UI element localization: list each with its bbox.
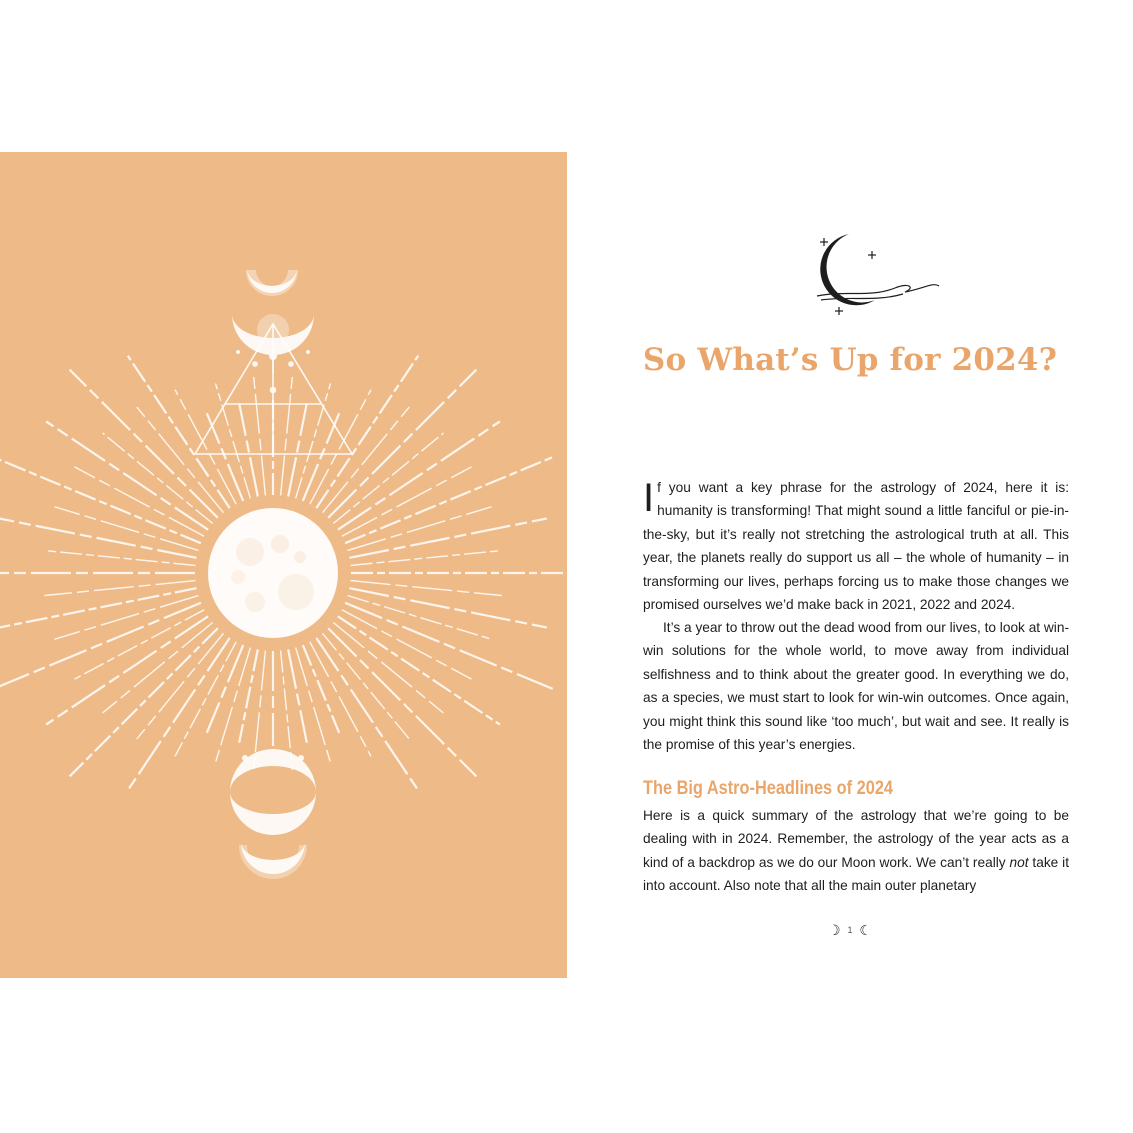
crescent-moon-top-large <box>232 314 314 374</box>
sun-ray <box>288 650 307 743</box>
body-paragraph: It’s a year to throw out the dead wood from our lives, to look at win-win solutions for the whole world, to move away from individual selfishness and to think about the greater good. In everything we do, as a species, we must start to look for win-win outcomes. Once again, you might think this sound like ‘too much’, but wait and see. It really is the promise of this year’s energies. <box>643 620 1070 753</box>
sun-ray <box>216 384 251 499</box>
sun-ray <box>281 376 293 495</box>
intro-paragraph-text: f you want a key phrase for the astrology of 2024, here it is: humanity is transforming! That might sound a little fanciful or pie-in-the-sky, but it’s really not stretching the astrological truth at all. This year, the planets really do support us all – the whole of humanity – in transforming our lives, perhaps forcing us to make those changes we promised ourselves we’d make back in 2021, 2022 and 2024. <box>643 480 1069 613</box>
page-number: 1 <box>847 925 853 935</box>
sun-ray <box>70 628 218 776</box>
section-subheading: The Big Astro-Headlines of 2024 <box>643 778 894 799</box>
sun-ray <box>328 370 476 518</box>
drop-cap: I <box>643 476 655 520</box>
left-page-illustration-panel <box>0 152 567 978</box>
sun-ray <box>310 642 371 757</box>
sun-ray <box>75 610 205 679</box>
sun-ray <box>296 648 331 763</box>
sun-ray <box>342 467 472 536</box>
intro-paragraph <box>643 476 1069 616</box>
sun-ray <box>350 588 547 627</box>
emphasis-text: not <box>1009 854 1029 870</box>
sun-ray <box>350 519 547 558</box>
sun-ray <box>239 650 258 743</box>
crescent-moon-bottom-small <box>241 842 305 875</box>
full-moon <box>208 508 338 638</box>
sun-ray <box>175 390 236 505</box>
section-paragraph <box>643 804 1069 898</box>
page-number-footer <box>567 922 1133 939</box>
section-paragraph-text-end: take it into account. Also note that all the main outer planetary <box>643 854 1069 894</box>
sun-ray <box>303 645 339 733</box>
right-page-text <box>567 152 1133 978</box>
section-paragraph-text: Here is a quick summary of the astrology that we’re going to be dealing with in 2024. Remember, the astrology of the year acts as a kind of a backdrop as we do our Moon work. We can’t really <box>643 808 1069 870</box>
sun-ray <box>0 519 197 558</box>
sun-ray <box>216 648 251 763</box>
sun-ray <box>342 610 472 679</box>
sun-moon-phases-illustration <box>0 152 567 978</box>
sun-ray <box>175 642 236 757</box>
sun-ray <box>75 467 205 536</box>
sun-ray <box>70 370 218 518</box>
waxing-moon-icon: ☽ <box>828 922 841 938</box>
crescent-moon-bottom-large <box>230 749 316 835</box>
waning-moon-icon: ☾ <box>859 922 872 938</box>
sun-ray <box>207 645 243 733</box>
crescent-moon-top-small <box>247 268 297 293</box>
sun-ray <box>310 390 371 505</box>
sun-ray <box>0 588 197 627</box>
sun-ray <box>254 376 266 495</box>
crescent-moon-with-stars-icon <box>815 232 945 322</box>
page-title: So What’s Up for 2024? <box>642 342 1058 378</box>
sun-ray <box>296 384 331 499</box>
sun-ray <box>288 403 307 496</box>
sun-ray <box>44 581 195 596</box>
sun-ray <box>239 403 258 496</box>
sun-ray <box>328 628 476 776</box>
